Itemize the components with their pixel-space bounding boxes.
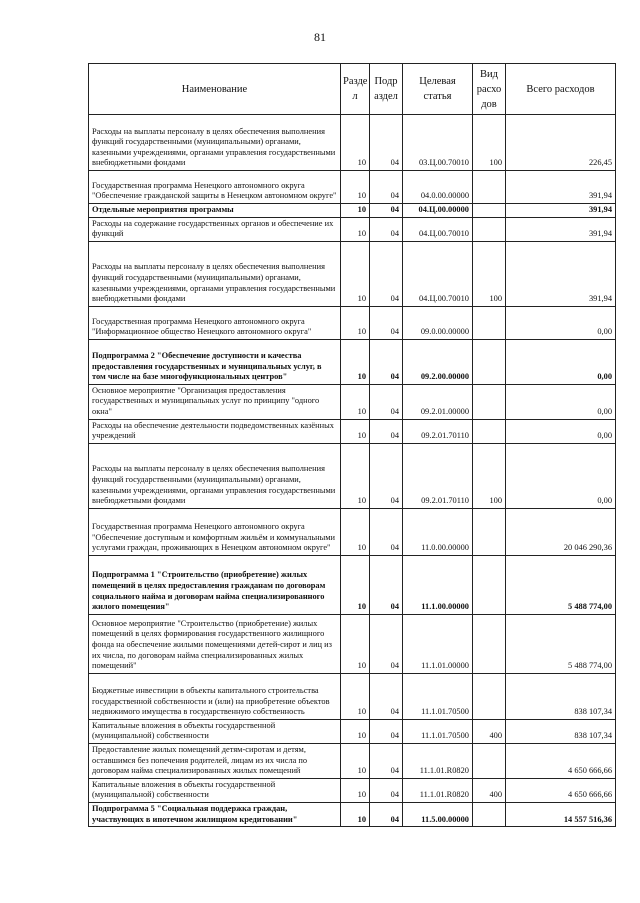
- row-vid: [473, 802, 506, 826]
- header-name: Наименование: [89, 64, 341, 115]
- row-podrazdel: 04: [370, 443, 403, 508]
- row-total: 391,94: [506, 241, 616, 306]
- row-total: 0,00: [506, 384, 616, 419]
- row-target: 11.1.00.00000: [403, 555, 473, 614]
- table-row: [89, 217, 616, 241]
- row-name: Расходы на обеспечение деятельности подведомственных казённых учреждений: [89, 419, 341, 443]
- row-razdel: 10: [341, 778, 370, 802]
- row-name: Капитальные вложения в объекты государственной (муниципальной) собственности: [89, 778, 341, 802]
- header-total: Всего расходов: [506, 64, 616, 115]
- row-total: 391,94: [506, 217, 616, 241]
- row-total: 20 046 290,36: [506, 508, 616, 555]
- row-target: 11.1.01.R0820: [403, 778, 473, 802]
- row-podrazdel: 04: [370, 673, 403, 719]
- row-vid: [473, 339, 506, 384]
- table-row: [89, 443, 616, 508]
- table-row: [89, 384, 616, 419]
- row-total: 391,94: [506, 171, 616, 204]
- row-vid: 100: [473, 241, 506, 306]
- row-vid: [473, 217, 506, 241]
- row-podrazdel: 04: [370, 306, 403, 339]
- table-row: [89, 508, 616, 555]
- row-target: 09.2.01.70110: [403, 419, 473, 443]
- table-header-row: [89, 64, 616, 115]
- row-name: Капитальные вложения в объекты государственной (муниципальной) собственности: [89, 719, 341, 743]
- row-razdel: 10: [341, 339, 370, 384]
- row-target: 09.2.01.70110: [403, 443, 473, 508]
- row-razdel: 10: [341, 743, 370, 778]
- row-vid: [473, 673, 506, 719]
- table-row: [89, 171, 616, 204]
- row-podrazdel: 04: [370, 241, 403, 306]
- row-total: 5 488 774,00: [506, 614, 616, 673]
- row-podrazdel: 04: [370, 384, 403, 419]
- row-name: Основное мероприятие "Организация предоставления государственных и муниципальных услуг по принципу "одного окна": [89, 384, 341, 419]
- table-row: [89, 802, 616, 826]
- row-total: 14 557 516,36: [506, 802, 616, 826]
- row-podrazdel: 04: [370, 171, 403, 204]
- row-vid: [473, 743, 506, 778]
- row-razdel: 10: [341, 204, 370, 218]
- row-name: Государственная программа Ненецкого автономного округа "Обеспечение гражданской защиты в Ненецком автономном округе": [89, 171, 341, 204]
- header-target: Целевая статья: [403, 64, 473, 115]
- row-vid: [473, 204, 506, 218]
- row-total: 4 650 666,66: [506, 743, 616, 778]
- row-total: 5 488 774,00: [506, 555, 616, 614]
- row-podrazdel: 04: [370, 743, 403, 778]
- table-row: [89, 339, 616, 384]
- row-target: 11.1.01.70500: [403, 719, 473, 743]
- table-row: [89, 115, 616, 171]
- row-podrazdel: 04: [370, 614, 403, 673]
- row-name: Расходы на выплаты персоналу в целях обеспечения выполнения функций государственными (муниципальными) органами, казенными учреждениями, органами управления государственными внебюджетными фондами: [89, 115, 341, 171]
- table-row: [89, 743, 616, 778]
- row-total: 4 650 666,66: [506, 778, 616, 802]
- row-podrazdel: 04: [370, 339, 403, 384]
- row-target: 11.1.01.R0820: [403, 743, 473, 778]
- row-total: 0,00: [506, 306, 616, 339]
- row-vid: [473, 555, 506, 614]
- table-row: [89, 719, 616, 743]
- row-target: 11.1.01.00000: [403, 614, 473, 673]
- budget-table: [88, 63, 616, 827]
- row-podrazdel: 04: [370, 115, 403, 171]
- row-vid: [473, 384, 506, 419]
- row-razdel: 10: [341, 115, 370, 171]
- row-podrazdel: 04: [370, 217, 403, 241]
- row-razdel: 10: [341, 217, 370, 241]
- row-target: 03.Ц.00.70010: [403, 115, 473, 171]
- row-vid: [473, 508, 506, 555]
- table-body: [89, 115, 616, 827]
- row-target: 11.1.01.70500: [403, 673, 473, 719]
- row-razdel: 10: [341, 555, 370, 614]
- row-name: Подпрограмма 1 "Строительство (приобретение) жилых помещений в целях предоставления гражданам по договорам социального найма и договорам найма специализированного жилого помещения": [89, 555, 341, 614]
- row-name: Предоставление жилых помещений детям-сиротам и детям, оставшимся без попечения родителей, лицам из их числа по договорам найма специализированных жилых помещений: [89, 743, 341, 778]
- row-razdel: 10: [341, 419, 370, 443]
- table-row: [89, 306, 616, 339]
- row-vid: 400: [473, 719, 506, 743]
- table-row: [89, 419, 616, 443]
- row-target: 09.2.01.00000: [403, 384, 473, 419]
- table-row: [89, 241, 616, 306]
- row-name: Расходы на выплаты персоналу в целях обеспечения выполнения функций государственными (муниципальными) органами, казенными учреждениями, органами управления государственными внебюджетными фондами: [89, 443, 341, 508]
- row-name: Расходы на содержание государственных органов и обеспечение их функций: [89, 217, 341, 241]
- row-razdel: 10: [341, 802, 370, 826]
- row-name: Государственная программа Ненецкого автономного округа "Обеспечение доступным и комфортным жильём и коммунальными услугами граждан, проживающих в Ненецком автономном округе": [89, 508, 341, 555]
- row-podrazdel: 04: [370, 508, 403, 555]
- table-row: [89, 204, 616, 218]
- row-vid: [473, 306, 506, 339]
- row-vid: [473, 419, 506, 443]
- row-target: 09.0.00.00000: [403, 306, 473, 339]
- row-razdel: 10: [341, 384, 370, 419]
- row-total: 0,00: [506, 443, 616, 508]
- row-razdel: 10: [341, 508, 370, 555]
- page-number: 81: [314, 30, 326, 44]
- row-name: Отдельные мероприятия программы: [89, 204, 341, 218]
- row-podrazdel: 04: [370, 719, 403, 743]
- row-vid: 100: [473, 115, 506, 171]
- header-razdel: Разде л: [341, 64, 370, 115]
- row-name: Расходы на выплаты персоналу в целях обеспечения выполнения функций государственными (муниципальными) органами, казенными учреждениями, органами управления государственными внебюджетными фондами: [89, 241, 341, 306]
- row-total: 391,94: [506, 204, 616, 218]
- row-vid: [473, 171, 506, 204]
- row-vid: 400: [473, 778, 506, 802]
- row-vid: 100: [473, 443, 506, 508]
- row-razdel: 10: [341, 241, 370, 306]
- header-podrazdel: Подр аздел: [370, 64, 403, 115]
- row-razdel: 10: [341, 171, 370, 204]
- row-vid: [473, 614, 506, 673]
- row-name: Государственная программа Ненецкого автономного округа "Информационное общество Ненецкого автономного округа": [89, 306, 341, 339]
- row-razdel: 10: [341, 306, 370, 339]
- row-target: 11.5.00.00000: [403, 802, 473, 826]
- row-target: 11.0.00.00000: [403, 508, 473, 555]
- row-razdel: 10: [341, 673, 370, 719]
- row-total: 0,00: [506, 339, 616, 384]
- row-target: 04.Ц.00.00000: [403, 204, 473, 218]
- table-row: [89, 778, 616, 802]
- row-total: 0,00: [506, 419, 616, 443]
- row-target: 04.Ц.00.70010: [403, 217, 473, 241]
- row-podrazdel: 04: [370, 802, 403, 826]
- row-podrazdel: 04: [370, 204, 403, 218]
- row-target: 04.Ц.00.70010: [403, 241, 473, 306]
- row-name: Подпрограмма 2 "Обеспечение доступности и качества предоставления государственных и муниципальных услуг, в том числе на базе многофункциональных центров": [89, 339, 341, 384]
- table-row: [89, 614, 616, 673]
- table-row: [89, 673, 616, 719]
- row-total: 838 107,34: [506, 673, 616, 719]
- row-podrazdel: 04: [370, 555, 403, 614]
- row-podrazdel: 04: [370, 778, 403, 802]
- header-vid: Вид расхо дов: [473, 64, 506, 115]
- row-name: Основное мероприятие "Строительство (приобретение) жилых помещений в целях формирования государственного жилищного фонда на обеспечение жилыми помещениями детей-сирот и лиц из их числа, по договорам найма специализированных жилых помещений": [89, 614, 341, 673]
- row-target: 09.2.00.00000: [403, 339, 473, 384]
- table-row: [89, 555, 616, 614]
- row-target: 04.0.00.00000: [403, 171, 473, 204]
- row-total: 838 107,34: [506, 719, 616, 743]
- row-razdel: 10: [341, 443, 370, 508]
- row-razdel: 10: [341, 719, 370, 743]
- row-total: 226,45: [506, 115, 616, 171]
- row-razdel: 10: [341, 614, 370, 673]
- row-name: Бюджетные инвестиции в объекты капитального строительства государственной собственности и (или) на приобретение объектов недвижимого имущества в государственную собственность: [89, 673, 341, 719]
- row-podrazdel: 04: [370, 419, 403, 443]
- row-name: Подпрограмма 5 "Социальная поддержка граждан, участвующих в ипотечном жилищном кредитовании": [89, 802, 341, 826]
